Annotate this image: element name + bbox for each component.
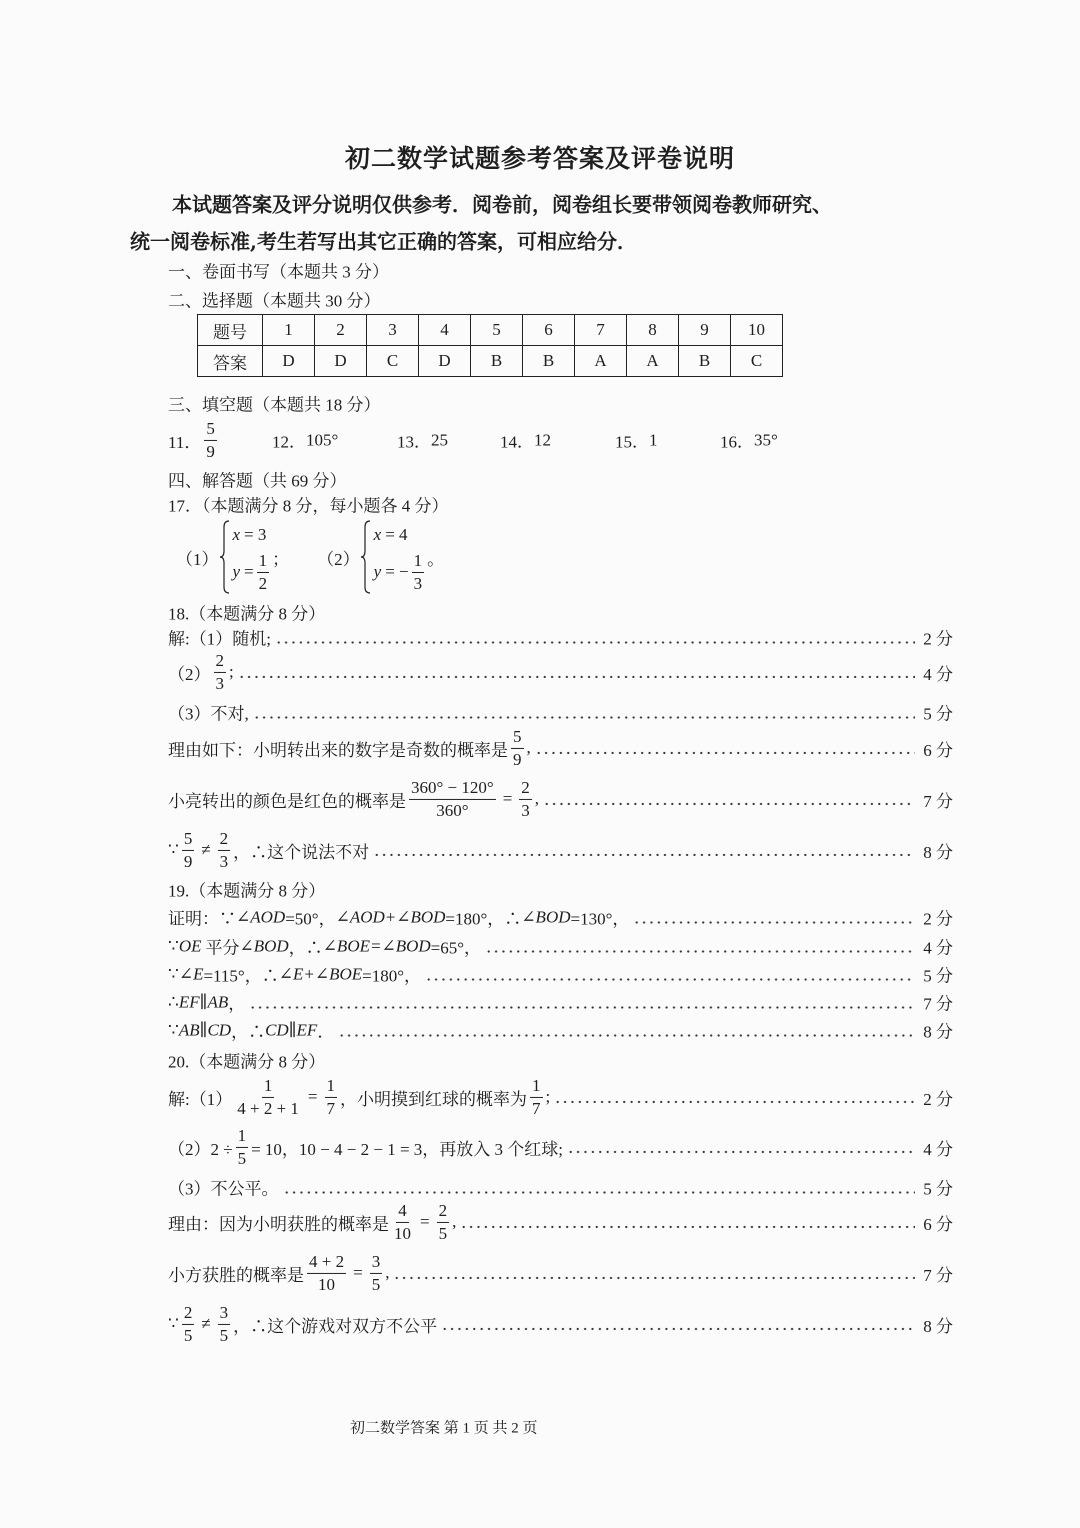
fraction — [392, 1201, 413, 1243]
text-segment: =115°，∴ — [203, 966, 279, 986]
line-text: , — [534, 789, 540, 808]
table-cell: 6 — [523, 315, 575, 346]
score: 7 分 — [923, 994, 953, 1014]
q11-answer — [168, 419, 220, 461]
fraction — [218, 1303, 231, 1345]
numerator: 4 + 2 — [307, 1252, 346, 1274]
dot-leader — [460, 1225, 915, 1229]
numerator: 5 — [182, 829, 195, 851]
dot-leader — [275, 640, 915, 644]
table-cell: D — [315, 346, 367, 377]
fraction — [325, 1076, 338, 1118]
table-cell: A — [627, 346, 679, 377]
section-3-heading: 三、填空题（本题共 18 分） — [168, 395, 381, 415]
math-segment: ∠AOD+∠BOD — [335, 907, 446, 926]
fraction — [204, 419, 217, 461]
intro-line-2: 统一阅卷标准,考生若写出其它正确的答案，可相应给分． — [130, 229, 637, 254]
choice-answer-table — [197, 314, 783, 377]
line-text: ∵ — [168, 1314, 179, 1333]
q19-header: 19.（本题满分 8 分） — [168, 881, 326, 901]
numerator: 2 — [437, 1201, 450, 1223]
q17-part1-system — [233, 520, 273, 594]
line-text: ; — [545, 1087, 551, 1106]
numerator: 1 — [257, 551, 270, 573]
dot-leader — [425, 977, 915, 981]
denominator: 9 — [183, 851, 193, 871]
line-text: 理由如下：小明转出来的数字是奇数的概率是 — [168, 740, 508, 760]
denominator: 5 — [438, 1223, 448, 1243]
brace-icon — [360, 520, 372, 594]
text-segment: ∵ — [168, 936, 179, 955]
table-cell: 9 — [679, 315, 731, 346]
question-number: 14． — [500, 432, 534, 452]
denominator: 9 — [513, 749, 522, 769]
numerator: 360° − 120° — [409, 778, 496, 800]
dot-leader — [249, 1005, 915, 1009]
variable-y: y — [373, 562, 382, 581]
fraction — [235, 1076, 301, 1118]
table-cell: A — [575, 346, 627, 377]
line-text: （2） — [168, 664, 211, 684]
q18-line-2 — [168, 651, 953, 693]
q18-line-3 — [168, 700, 953, 725]
question-number: 13． — [397, 432, 431, 452]
q19-line-2 — [168, 934, 953, 959]
section-4-heading: 四、解答题（共 69 分） — [168, 471, 347, 491]
table-header-cell: 答案 — [198, 346, 263, 377]
text-segment: ∴ — [168, 992, 179, 1011]
equals-sign: = — [420, 1212, 430, 1231]
fraction — [511, 727, 524, 769]
q19-line-5 — [168, 1018, 953, 1043]
line-text: = 10，10 − 4 − 2 − 1 = 3，再放入 3 个红球; — [251, 1139, 564, 1159]
equals-sign: = — [502, 789, 513, 808]
numerator: 1 — [530, 1076, 543, 1098]
text-segment: =130°， — [570, 909, 630, 929]
score: 2 分 — [923, 909, 953, 929]
denominator: 3 — [413, 573, 423, 593]
table-cell: 4 — [419, 315, 471, 346]
q16-answer — [720, 428, 778, 453]
q20-line-3 — [168, 1175, 953, 1200]
answer-value: 25 — [431, 430, 448, 449]
text-segment: =50°， — [285, 909, 336, 929]
equation-y — [374, 550, 427, 594]
fraction — [214, 651, 227, 693]
question-number: 11． — [168, 432, 202, 452]
numerator: 2 — [519, 778, 532, 800]
question-number: 12． — [272, 432, 306, 452]
q13-answer — [397, 428, 448, 453]
table-cell: B — [523, 346, 575, 377]
equation-x — [374, 520, 427, 550]
brace-icon — [219, 520, 231, 594]
answer-value: 35° — [754, 430, 778, 449]
denominator: 10 — [394, 1223, 411, 1243]
line-text: ，∴这个游戏对双方不公平 — [233, 1316, 438, 1336]
math-segment: CD∥EF — [265, 1020, 318, 1039]
q17-answers — [176, 520, 444, 594]
table-cell: D — [419, 346, 471, 377]
numerator: 3 — [370, 1252, 383, 1274]
line-text: ; — [229, 662, 234, 681]
dot-leader — [238, 675, 916, 679]
page-footer: 初二数学答案 第 1 页 共 2 页 — [350, 1420, 538, 1437]
fraction — [218, 829, 231, 871]
section-2-heading: 二、选择题（本题共 30 分） — [168, 291, 381, 311]
denominator: 2 — [258, 573, 268, 593]
q19-line-3 — [168, 962, 953, 987]
score: 4 分 — [923, 938, 953, 958]
score: 5 分 — [923, 966, 953, 986]
q20-line-6 — [168, 1303, 953, 1345]
table-row — [198, 346, 783, 377]
text-segment: 平分 — [205, 938, 240, 958]
score: 5 分 — [923, 704, 953, 724]
table-cell: B — [679, 346, 731, 377]
q18-line-6 — [168, 829, 953, 871]
dot-leader — [554, 1100, 915, 1104]
score: 7 分 — [923, 1265, 953, 1285]
fraction — [257, 551, 270, 593]
score: 2 分 — [923, 629, 953, 649]
numerator: 1 — [236, 1126, 249, 1148]
line-text: （3）不对, — [168, 704, 249, 724]
q20-line-5 — [168, 1252, 953, 1294]
numerator: 2 — [218, 829, 231, 851]
numerator: 2 — [182, 1303, 195, 1325]
equation-rest: = 4 — [385, 525, 408, 544]
denominator: 10 — [318, 1274, 336, 1294]
line-text: 解:（1）随机; — [168, 629, 271, 649]
table-row — [198, 315, 783, 346]
math-segment: ∠AOD — [236, 907, 286, 926]
denominator: 7 — [532, 1098, 541, 1118]
line-text: 理由：因为小明获胜的概率是 — [168, 1214, 389, 1234]
dot-leader — [633, 920, 915, 924]
denominator: 5 — [371, 1274, 381, 1294]
q19-line-4 — [168, 990, 953, 1015]
dot-leader — [393, 1276, 915, 1280]
q17-header: 17．（本题满分 8 分，每小题各 4 分） — [168, 496, 449, 516]
numerator: 1 — [325, 1076, 338, 1098]
numerator: 3 — [218, 1303, 231, 1325]
numerator: 1 — [412, 551, 425, 573]
table-cell: 10 — [731, 315, 783, 346]
denominator: 3 — [215, 673, 224, 693]
dot-leader — [253, 715, 916, 719]
q17-part1-end: ； — [272, 549, 290, 569]
math-segment: ∠BOE=∠BOD — [322, 936, 431, 955]
dot-leader — [338, 1033, 915, 1037]
equation-rest: = 3 — [244, 525, 267, 544]
text-segment: ． — [317, 1022, 335, 1042]
table-cell: C — [367, 346, 419, 377]
denominator: 360° — [436, 800, 469, 820]
table-cell: 2 — [315, 315, 367, 346]
fraction — [412, 551, 425, 593]
line-text: （2）2 ÷ — [168, 1139, 233, 1159]
fraction — [182, 1303, 195, 1345]
variable-x: x — [373, 525, 382, 544]
q19-line-1 — [168, 905, 953, 930]
variable-y: y — [232, 562, 241, 581]
line-text: ，∴这个说法不对 — [233, 842, 370, 862]
fraction — [307, 1252, 346, 1294]
score: 8 分 — [923, 842, 953, 862]
q18-header: 18.（本题满分 8 分） — [168, 604, 326, 624]
equation-y — [233, 550, 273, 594]
equals-sign: = — [353, 1263, 363, 1282]
math-segment: ∠E+∠BOE — [278, 964, 363, 983]
line-text: , — [452, 1212, 457, 1231]
score: 6 分 — [923, 1214, 953, 1234]
math-segment: ∠BOD — [521, 907, 571, 926]
equation-rest: = − — [385, 562, 409, 581]
denominator: 7 — [326, 1098, 336, 1118]
line-text: ∵ — [168, 840, 179, 859]
score: 6 分 — [923, 740, 953, 760]
denominator: 3 — [521, 800, 530, 820]
fraction — [182, 829, 195, 871]
table-cell: 8 — [627, 315, 679, 346]
math-segment: ∠BOD — [239, 936, 289, 955]
not-equal-sign: ≠ — [201, 1314, 211, 1333]
numerator: 5 — [204, 419, 217, 441]
math-segment: OE — [178, 936, 202, 955]
q15-answer — [615, 428, 658, 453]
line-text: , — [385, 1263, 390, 1282]
not-equal-sign: ≠ — [201, 840, 211, 859]
q17-part2-end: 。 — [427, 549, 445, 569]
q14-answer — [500, 428, 551, 453]
question-number: 15． — [615, 432, 649, 452]
text-segment: ，∴ — [288, 938, 323, 958]
score: 8 分 — [923, 1022, 953, 1042]
denominator: 9 — [206, 441, 215, 461]
fraction — [409, 778, 496, 820]
q18-line-5 — [168, 778, 953, 820]
line-text: , — [526, 738, 531, 757]
text-segment: =65°， — [430, 938, 482, 958]
dot-leader — [535, 751, 916, 755]
line-text: 小亮转出的颜色是红色的概率是 — [168, 791, 406, 811]
numerator: 2 — [214, 651, 227, 673]
q17-part2-system — [374, 520, 427, 594]
denominator: 5 — [183, 1325, 193, 1345]
fraction — [370, 1252, 383, 1294]
score: 2 分 — [923, 1089, 953, 1109]
math-segment: AB∥CD — [178, 1020, 232, 1039]
line-text: 解:（1） — [168, 1089, 233, 1109]
question-number: 16． — [720, 432, 754, 452]
dot-leader — [567, 1150, 915, 1154]
table-cell: C — [731, 346, 783, 377]
text-segment: ∵ — [168, 1020, 179, 1039]
equals-sign: = — [307, 1087, 318, 1106]
math-segment: ∠E — [178, 964, 204, 983]
intro-line-1: 本试题答案及评分说明仅供参考．阅卷前，阅卷组长要带领阅卷教师研究、 — [172, 192, 832, 217]
score: 5 分 — [923, 1179, 953, 1199]
text-segment: ，∴ — [231, 1022, 266, 1042]
page-title: 初二数学试题参考答案及评卷说明 — [344, 144, 735, 173]
line-text: ，小明摸到红球的概率为 — [340, 1089, 528, 1109]
math-segment: EF∥AB — [178, 992, 229, 1011]
q20-line-2 — [168, 1126, 953, 1168]
table-cell: B — [471, 346, 523, 377]
answer-value: 1 — [649, 430, 658, 449]
q17-part2-label: （2） — [317, 549, 360, 569]
score: 4 分 — [923, 1139, 953, 1159]
denominator: 5 — [237, 1148, 247, 1168]
score: 7 分 — [923, 791, 953, 811]
answer-value: 105° — [306, 430, 339, 449]
dot-leader — [543, 802, 915, 806]
q17-part1-label: （1） — [176, 549, 219, 569]
fraction — [437, 1201, 450, 1243]
text-segment: =180°， — [362, 966, 422, 986]
denominator: 4 + 2 + 1 — [237, 1098, 299, 1118]
q20-line-4 — [168, 1201, 953, 1243]
dot-leader — [485, 949, 915, 953]
numerator: 1 — [262, 1076, 275, 1098]
equation-rest: = — [244, 562, 254, 581]
table-cell: 3 — [367, 315, 419, 346]
numerator: 4 — [396, 1201, 409, 1223]
q18-line-1 — [168, 625, 953, 650]
score: 8 分 — [923, 1316, 953, 1336]
table-cell: 7 — [575, 315, 627, 346]
fraction — [519, 778, 532, 820]
table-cell: D — [263, 346, 315, 377]
denominator: 3 — [219, 851, 229, 871]
text-segment: =180°，∴ — [445, 909, 522, 929]
text-segment: ， — [228, 994, 246, 1014]
text-segment: ∵ — [168, 964, 179, 983]
numerator: 5 — [511, 727, 524, 749]
dot-leader — [441, 1327, 915, 1331]
variable-x: x — [232, 525, 241, 544]
answer-value: 12 — [534, 430, 551, 449]
q20-header: 20.（本题满分 8 分） — [168, 1052, 326, 1072]
section-1-heading: 一、卷面书写（本题共 3 分） — [168, 262, 389, 282]
table-cell: 5 — [471, 315, 523, 346]
fraction — [530, 1076, 543, 1118]
table-cell: 1 — [263, 315, 315, 346]
equation-x — [233, 520, 273, 550]
fraction — [236, 1126, 249, 1168]
score: 4 分 — [923, 664, 953, 684]
table-header-cell: 题号 — [198, 315, 263, 346]
text-segment: 证明：∵ — [168, 909, 236, 929]
q20-line-1 — [168, 1076, 953, 1118]
dot-leader — [373, 853, 915, 857]
line-text: （3）不公平。 — [168, 1179, 279, 1199]
q12-answer — [272, 428, 338, 453]
q18-line-4 — [168, 727, 953, 769]
dot-leader — [283, 1190, 916, 1194]
denominator: 5 — [219, 1325, 229, 1345]
line-text: 小方获胜的概率是 — [168, 1265, 304, 1285]
